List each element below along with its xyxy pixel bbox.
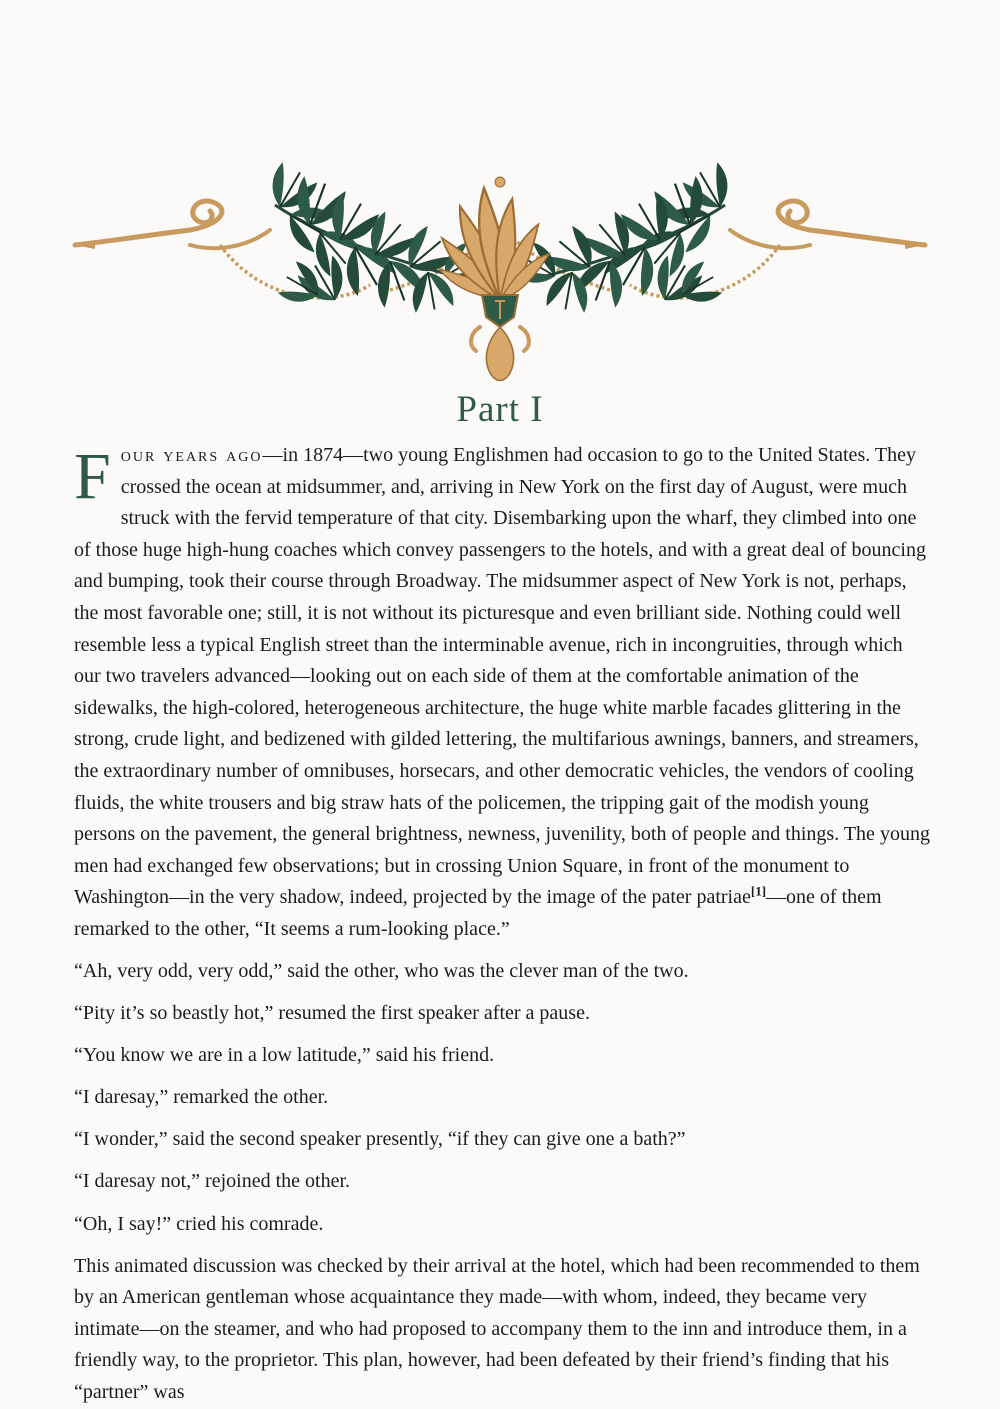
opening-paragraph: [74, 440, 932, 946]
chapter-body: [74, 440, 932, 1409]
paragraph: “You know we are in a low latitude,” said his friend.: [74, 1044, 495, 1067]
paragraph: “I daresay not,” rejoined the other.: [74, 1170, 350, 1193]
paragraph: “I wonder,” said the second speaker presently, “if they can give one a bath?”: [74, 1128, 686, 1151]
drop-cap: F: [74, 440, 111, 513]
paragraph-text: —in 1874—two young Englishmen had occasion to go to the United States. They crossed the ocean at midsummer, and, arriving in New York on the first day of August, were much struck with the fervid temperature of that city. Disembarking upon the wharf, they climbed into one of those huge high-hung coaches which convey passengers to the hotels, and with a great deal of bouncing and bumping, took their course through Broadway. The midsummer aspect of New York is not, perhaps, the most favorable one; still, it is not without its picturesque and even brilliant side. Nothing could well resemble less a typical English street than the interminable avenue, rich in incongruities, through which our two travelers advanced—looking out on each side of them at the comfortable animation of the sidewalks, the high-colored, heterogeneous architecture, the huge white marble facades glittering in the strong, crude light, and bedizened with gilded lettering, the multifarious awnings, banners, and streamers, the extraordinary number of omnibuses, horsecars, and other democratic vehicles, the vendors of cooling fluids, the white trousers and big straw hats of the policemen, the tripping gait of the modish young persons on the pavement, the general brightness, newness, juvenility, both of people and things. The young men had exchanged few observations; but in crossing Union Square, in front of the monument to Washington—in the very shadow, indeed, projected by the image of the pater patriae: [74, 444, 930, 909]
footnote-link[interactable]: [1]: [750, 883, 767, 899]
paragraph: “Pity it’s so beastly hot,” resumed the first speaker after a pause.: [74, 1002, 590, 1025]
paragraph: This animated discussion was checked by their arrival at the hotel, which had been recommended to them by an American gentleman whose acquaintance they made—with whom, indeed, they became very intimate—on the steamer, and who had proposed to accompany them to the inn and introduce them, in a friendly way, to the proprietor. This plan, however, had been defeated by their friend’s finding that his “partner” was: [74, 1254, 920, 1404]
acanthus-scroll-ornament-icon: [70, 95, 930, 390]
paragraph: “I daresay,” remarked the other.: [74, 1086, 329, 1109]
part-heading: Part I: [456, 389, 544, 430]
paragraph: “Ah, very odd, very odd,” said the other, who was the clever man of the two.: [74, 960, 689, 982]
paragraph-text: —one of them remarked to the other, “It seems a rum-looking place.”: [74, 886, 882, 940]
opening-smallcaps: our years ago: [120, 444, 263, 466]
paragraph: “Oh, I say!” cried his comrade.: [74, 1212, 324, 1235]
